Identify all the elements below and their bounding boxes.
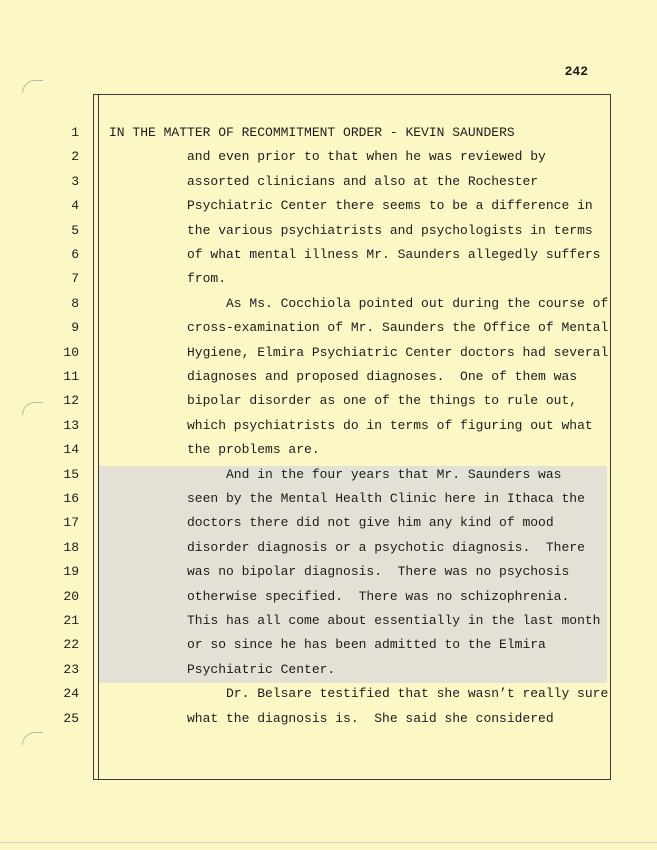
transcript-line: otherwise specified. There was no schizophrenia.	[187, 588, 570, 604]
line-number: 16	[63, 491, 79, 506]
transcript-line: doctors there did not give him any kind of mood	[187, 515, 554, 531]
line-number: 1	[71, 125, 79, 140]
line-number: 19	[63, 564, 79, 580]
line-number: 14	[63, 442, 79, 458]
line-number: 8	[71, 295, 79, 311]
line-number: 11	[63, 369, 79, 384]
line-number: 9	[71, 320, 79, 336]
transcript-line: the problems are.	[187, 442, 320, 458]
line-number: 3	[71, 173, 79, 189]
line-number: 18	[63, 539, 79, 555]
transcript-line: and even prior to that when he was reviewed by	[187, 149, 546, 165]
transcript-frame	[93, 94, 611, 780]
page-bottom-rule	[0, 842, 657, 843]
transcript-line: Dr. Belsare testified that she wasn’t really sure	[226, 686, 609, 702]
line-number: 22	[63, 637, 79, 653]
transcript-line: from.	[187, 271, 227, 287]
line-number: 21	[63, 613, 79, 628]
line-number: 25	[63, 710, 79, 726]
line-number: 5	[71, 222, 79, 238]
line-number: 2	[71, 149, 79, 165]
transcript-line: IN THE MATTER OF RECOMMITMENT ORDER - KEVIN SAUNDERS	[109, 125, 515, 140]
transcript-line: which psychiatrists do in terms of figuring out what	[187, 417, 593, 433]
line-number: 24	[63, 686, 79, 702]
line-number: 20	[63, 588, 79, 604]
transcript-line: seen by the Mental Health Clinic here in Ithaca the	[187, 491, 585, 506]
transcript-line: bipolar disorder as one of the things to rule out,	[187, 393, 578, 409]
line-number: 17	[63, 515, 79, 531]
line-number: 10	[63, 344, 79, 360]
punch-hole-mark-top	[22, 80, 43, 93]
transcript-line: This has all come about essentially in the last month	[187, 613, 601, 628]
transcript-line: cross-examination of Mr. Saunders the Office of Mental	[187, 320, 609, 336]
line-number: 4	[71, 198, 79, 214]
margin-rule	[98, 94, 99, 779]
transcript-line: assorted clinicians and also at the Rochester	[187, 173, 539, 189]
line-number: 15	[63, 466, 79, 482]
page-number: 242	[564, 64, 588, 79]
transcript-line: And in the four years that Mr. Saunders was	[226, 466, 562, 482]
line-number: 7	[71, 271, 79, 287]
transcript-line: As Ms. Cocchiola pointed out during the course of	[226, 295, 609, 311]
transcript-line: of what mental illness Mr. Saunders allegedly suffers	[187, 247, 601, 262]
transcript-line: what the diagnosis is. She said she considered	[187, 710, 554, 726]
transcript-line: or so since he has been admitted to the Elmira	[187, 637, 546, 653]
punch-hole-mark-middle	[22, 402, 43, 415]
punch-hole-mark-bottom	[22, 732, 43, 745]
transcript-line: Hygiene, Elmira Psychiatric Center doctors had several	[187, 344, 609, 360]
line-number: 23	[63, 661, 79, 677]
transcript-line: disorder diagnosis or a psychotic diagnosis. There	[187, 539, 585, 555]
line-number: 12	[63, 393, 79, 409]
transcript-line: was no bipolar diagnosis. There was no psychosis	[187, 564, 570, 580]
transcript-line: Psychiatric Center there seems to be a difference in	[187, 198, 593, 214]
line-number: 13	[63, 417, 79, 433]
transcript-line: the various psychiatrists and psychologists in terms	[187, 222, 593, 238]
transcript-line: diagnoses and proposed diagnoses. One of them was	[187, 369, 578, 384]
transcript-line: Psychiatric Center.	[187, 661, 336, 677]
line-number: 6	[71, 247, 79, 262]
